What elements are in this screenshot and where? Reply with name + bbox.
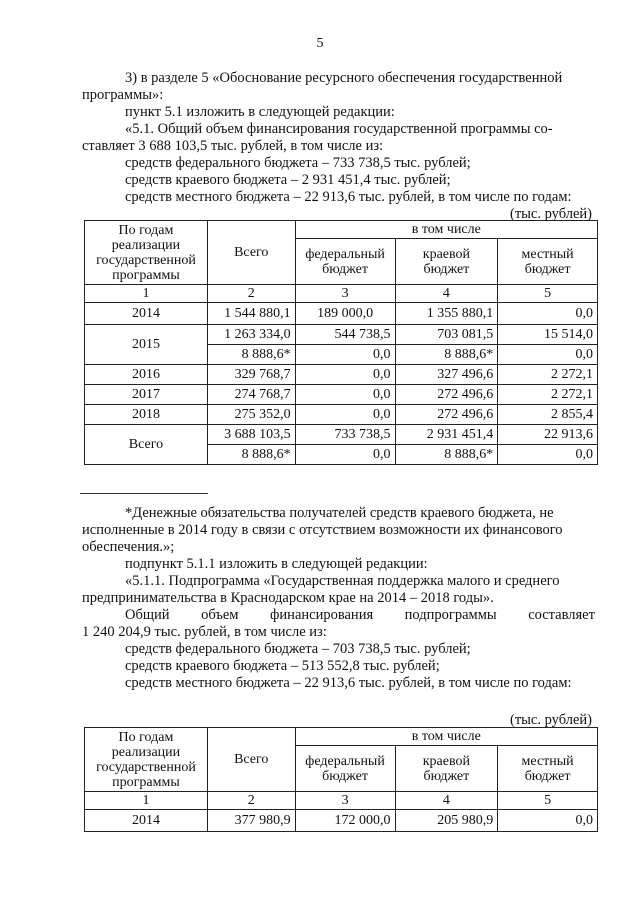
value-cell: 172 000,0	[295, 810, 395, 832]
value-cell: 0,0	[295, 445, 395, 465]
header-regional: краевой бюджет	[395, 239, 498, 285]
header-years: По годам реализации государственной программы	[85, 728, 208, 792]
value-cell: 0,0	[295, 345, 395, 365]
year-cell: 2014	[85, 810, 208, 832]
word: финансирования	[270, 607, 374, 623]
intro-line-1: 3) в разделе 5 «Обоснование ресурсного обеспечения государственной	[125, 70, 563, 86]
value-cell: 189 000,0	[295, 303, 395, 325]
sub-line-3: предпринимательства в Краснодарском крае на 2014 – 2018 годы».	[82, 590, 494, 606]
col-num: 2	[207, 285, 295, 303]
col-num: 2	[207, 792, 295, 810]
value-cell: 703 081,5	[395, 325, 498, 345]
header-local: местный бюджет	[498, 239, 598, 285]
value-cell: 2 272,1	[498, 385, 598, 405]
intro-line-2: программы»:	[82, 87, 164, 103]
total-label-cell: Всего	[85, 425, 208, 465]
col-num: 1	[85, 792, 208, 810]
intro-line-6: средств федерального бюджета – 733 738,5 тыс. рублей;	[125, 155, 471, 171]
value-cell: 2 931 451,4	[395, 425, 498, 445]
table-row	[85, 385, 598, 405]
header-regional: краевой бюджет	[395, 746, 498, 792]
value-cell: 0,0	[498, 303, 598, 325]
value-cell: 2 855,4	[498, 405, 598, 425]
value-cell: 15 514,0	[498, 325, 598, 345]
col-num: 3	[295, 285, 395, 303]
value-cell: 377 980,9	[207, 810, 295, 832]
word: подпрограммы	[404, 607, 497, 623]
word: Общий	[125, 607, 170, 623]
value-cell: 3 688 103,5	[207, 425, 295, 445]
value-cell: 272 496,6	[395, 405, 498, 425]
value-cell: 0,0	[498, 345, 598, 365]
value-cell: 272 496,6	[395, 385, 498, 405]
value-cell: 274 768,7	[207, 385, 295, 405]
header-local: местный бюджет	[498, 746, 598, 792]
financing-table	[84, 220, 598, 465]
footnote-line-1: *Денежные обязательства получателей средств краевого бюджета, не	[125, 505, 554, 521]
sub-line-4	[125, 607, 595, 624]
value-cell: 733 738,5	[295, 425, 395, 445]
value-cell: 8 888,6*	[395, 445, 498, 465]
value-cell: 0,0	[498, 445, 598, 465]
header-total: Всего	[207, 221, 295, 285]
value-cell: 205 980,9	[395, 810, 498, 832]
subprogram-table	[84, 727, 598, 832]
sub-line-6: средств федерального бюджета – 703 738,5 тыс. рублей;	[125, 641, 471, 657]
col-num: 1	[85, 285, 208, 303]
value-cell: 329 768,7	[207, 365, 295, 385]
footnote-line-2: исполненные в 2014 году в связи с отсутствием возможности их финансового	[82, 522, 563, 538]
header-federal: федеральный бюджет	[295, 239, 395, 285]
sub-line-5: 1 240 204,9 тыс. рублей, в том числе из:	[82, 624, 327, 640]
col-num: 3	[295, 792, 395, 810]
sub-line-8: средств местного бюджета – 22 913,6 тыс. рублей, в том числе по годам:	[125, 675, 572, 691]
header-years: По годам реализации государственной программы	[85, 221, 208, 285]
value-cell: 0,0	[295, 405, 395, 425]
col-num: 5	[498, 792, 598, 810]
intro-line-8: средств местного бюджета – 22 913,6 тыс. рублей, в том числе по годам:	[125, 189, 572, 205]
col-num: 4	[395, 285, 498, 303]
footnote-line-3: обеспечения.»;	[82, 539, 175, 555]
units-label-2: (тыс. рублей)	[510, 712, 592, 728]
footnote-divider	[80, 493, 208, 494]
table-row	[85, 365, 598, 385]
value-cell: 544 738,5	[295, 325, 395, 345]
year-cell: 2018	[85, 405, 208, 425]
word: составляет	[528, 607, 595, 623]
page-number: 5	[316, 36, 324, 51]
table-row	[85, 303, 598, 325]
value-cell: 22 913,6	[498, 425, 598, 445]
value-cell: 0,0	[295, 385, 395, 405]
word: объем	[201, 607, 239, 623]
table-row	[85, 325, 598, 345]
sub-line-1: подпункт 5.1.1 изложить в следующей редакции:	[125, 556, 428, 572]
header-federal: федеральный бюджет	[295, 746, 395, 792]
value-cell: 8 888,6*	[207, 345, 295, 365]
value-cell: 1 544 880,1	[207, 303, 295, 325]
header-numbers-row	[85, 792, 598, 810]
header-total: Всего	[207, 728, 295, 792]
table-row	[85, 810, 598, 832]
value-cell: 327 496,6	[395, 365, 498, 385]
header-numbers-row	[85, 285, 598, 303]
header-incl: в том числе	[295, 728, 597, 746]
intro-line-7: средств краевого бюджета – 2 931 451,4 тыс. рублей;	[125, 172, 451, 188]
col-num: 4	[395, 792, 498, 810]
year-cell: 2016	[85, 365, 208, 385]
year-cell: 2015	[85, 325, 208, 365]
value-cell: 0,0	[498, 810, 598, 832]
intro-line-3: пункт 5.1 изложить в следующей редакции:	[125, 104, 395, 120]
units-label: (тыс. рублей)	[510, 206, 592, 222]
value-cell: 0,0	[295, 365, 395, 385]
year-cell: 2017	[85, 385, 208, 405]
value-cell: 8 888,6*	[207, 445, 295, 465]
sub-line-7: средств краевого бюджета – 513 552,8 тыс. рублей;	[125, 658, 440, 674]
col-num: 5	[498, 285, 598, 303]
value-cell: 1 355 880,1	[395, 303, 498, 325]
value-cell: 275 352,0	[207, 405, 295, 425]
header-incl: в том числе	[295, 221, 597, 239]
value-cell: 1 263 334,0	[207, 325, 295, 345]
value-cell: 8 888,6*	[395, 345, 498, 365]
year-cell: 2014	[85, 303, 208, 325]
sub-line-2: «5.1.1. Подпрограмма «Государственная поддержка малого и среднего	[125, 573, 560, 589]
intro-line-5: ставляет 3 688 103,5 тыс. рублей, в том числе из:	[82, 138, 384, 154]
intro-line-4: «5.1. Общий объем финансирования государственной программы со-	[125, 121, 553, 137]
table-row	[85, 405, 598, 425]
table-row	[85, 425, 598, 445]
value-cell: 2 272,1	[498, 365, 598, 385]
